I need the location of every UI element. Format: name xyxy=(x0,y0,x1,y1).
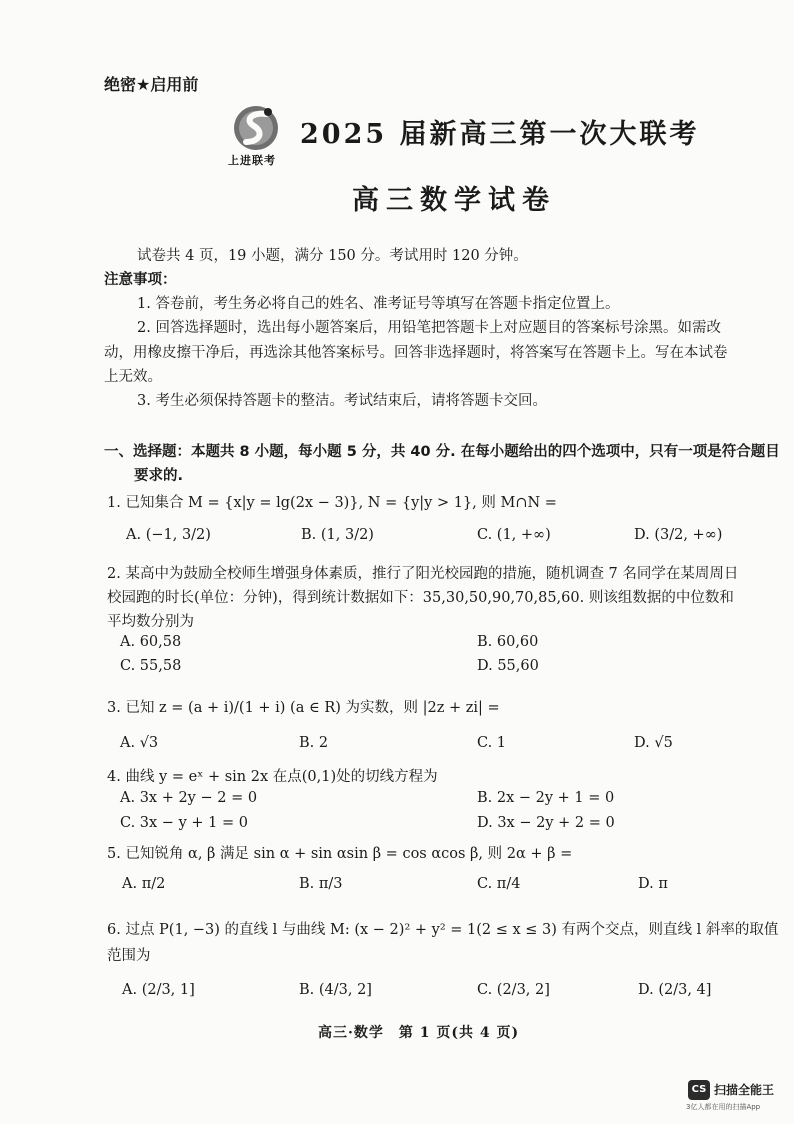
logo-s-icon xyxy=(226,104,290,154)
question-4-stem: 4. 曲线 y = eˣ + sin 2x 在点(0,1)处的切线方程为 xyxy=(107,769,438,785)
exam-intro: 试卷共 4 页，19 小题，满分 150 分。考试用时 120 分钟。 xyxy=(137,248,528,264)
q2-option-a: A. 60,58 xyxy=(120,634,182,650)
paper-title: 高三数学试卷 xyxy=(352,185,556,216)
exam-logo xyxy=(226,104,290,170)
camscanner-icon: CS xyxy=(688,1080,710,1100)
q2-option-b: B. 60,60 xyxy=(477,634,539,650)
notice-item-1: 1. 答卷前，考生务必将自己的姓名、准考证号等填写在答题卡指定位置上。 xyxy=(137,296,620,312)
question-5-stem: 5. 已知锐角 α, β 满足 sin α + sin αsin β = cos αcos β, 则 2α + β = xyxy=(107,846,573,862)
q1-option-c: C. (1, +∞) xyxy=(477,527,551,543)
section-title-line-2: 要求的. xyxy=(134,468,184,484)
q6-option-b: B. (4/3, 2] xyxy=(299,982,372,998)
q3-option-b: B. 2 xyxy=(299,735,329,751)
q1-option-d: D. (3/2, +∞) xyxy=(634,527,723,543)
scanner-name: 扫描全能王 xyxy=(714,1083,775,1097)
logo-text: 上进联考 xyxy=(228,154,276,167)
notice-title: 注意事项： xyxy=(104,272,177,288)
q5-option-b: B. π/3 xyxy=(299,876,343,892)
notice-item-2-line-1: 2. 回答选择题时，选出每小题答案后，用铅笔把答题卡上对应题目的答案标号涂黑。如需改 xyxy=(137,320,721,336)
question-3-stem: 3. 已知 z = (a + i)/(1 + i) (a ∈ R) 为实数，则 |2z + zi| = xyxy=(107,700,500,716)
page-footer: 高三·数学 第 1 页(共 4 页) xyxy=(318,1025,520,1041)
secret-label: 绝密★启用前 xyxy=(104,75,199,94)
question-1-stem: 1. 已知集合 M = {x|y = lg(2x − 3)}, N = {y|y > 1}, 则 M∩N = xyxy=(107,495,557,511)
q3-option-a: A. √3 xyxy=(120,735,159,751)
q6-option-d: D. (2/3, 4] xyxy=(638,982,712,998)
section-title-line-1: 一、选择题：本题共 8 小题，每小题 5 分，共 40 分. 在每小题给出的四个选项中，只有一项是符合题目 xyxy=(104,444,780,460)
q1-option-a: A. (−1, 3/2) xyxy=(126,527,211,543)
q4-option-d: D. 3x − 2y + 2 = 0 xyxy=(477,815,615,831)
question-2-line-1: 2. 某高中为鼓励全校师生增强身体素质，推行了阳光校园跑的措施，随机调查 7 名同学在某周周日 xyxy=(107,566,739,582)
question-6-line-2: 范围为 xyxy=(107,948,151,964)
question-2-line-3: 平均数分别为 xyxy=(107,614,194,630)
q4-option-c: C. 3x − y + 1 = 0 xyxy=(120,815,248,831)
notice-item-3: 3. 考生必须保持答题卡的整洁。考试结束后，请将答题卡交回。 xyxy=(137,393,547,409)
question-6-line-1: 6. 过点 P(1, −3) 的直线 l 与曲线 M: (x − 2)² + y² = 1(2 ≤ x ≤ 3) 有两个交点，则直线 l 斜率的取值 xyxy=(107,922,779,938)
notice-item-2-line-2: 动，用橡皮擦干净后，再选涂其他答案标号。回答非选择题时，将答案写在答题卡上。写在本试卷 xyxy=(104,345,728,361)
notice-item-2-line-3: 上无效。 xyxy=(104,369,162,385)
q1-option-b: B. (1, 3/2) xyxy=(301,527,374,543)
q2-option-c: C. 55,58 xyxy=(120,658,182,674)
q3-option-d: D. √5 xyxy=(634,735,673,751)
q5-option-d: D. π xyxy=(638,876,668,892)
scanner-tagline: 3亿人都在用的扫描App xyxy=(686,1103,761,1111)
q6-option-a: A. (2/3, 1] xyxy=(122,982,195,998)
q5-option-a: A. π/2 xyxy=(122,876,166,892)
question-2-line-2: 校园跑的时长(单位：分钟)，得到统计数据如下：35,30,50,90,70,85,60. 则该组数据的中位数和 xyxy=(107,590,734,606)
exam-title: 2025 届新高三第一次大联考 xyxy=(300,119,700,150)
q4-option-a: A. 3x + 2y − 2 = 0 xyxy=(120,790,258,806)
q2-option-d: D. 55,60 xyxy=(477,658,539,674)
q4-option-b: B. 2x − 2y + 1 = 0 xyxy=(477,790,615,806)
q6-option-c: C. (2/3, 2] xyxy=(477,982,550,998)
q3-option-c: C. 1 xyxy=(477,735,507,751)
q5-option-c: C. π/4 xyxy=(477,876,521,892)
